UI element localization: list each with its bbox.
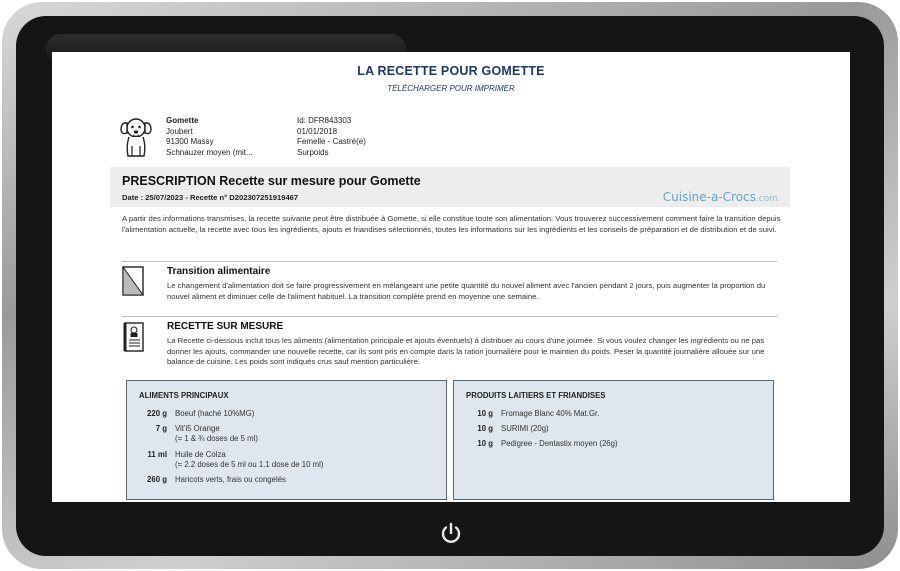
food-qty: 10 g [477, 424, 493, 434]
recipe-text: La Recette ci-dessous inclut tous les aliments (alimentation principale et ajouts éventuels) à distribuer au cours d'une journée. Si vous voulez changer les ingrédients ou ne pas donner les ajouts, commander une nouvelle recette, car ils sont pris en compte dans la ration journalière pour le maintien du poids. Peser la quantité journalière allouée sur une balance de cuisine. Les poids sont indiqués crus sauf mention particulière. [167, 336, 765, 367]
pet-info-left [166, 116, 253, 158]
food-item [127, 475, 446, 485]
pet-info-right [297, 116, 366, 158]
main-foods-heading: ALIMENTS PRINCIPAUX [139, 391, 229, 400]
screen [52, 52, 850, 502]
prescription-header [110, 167, 790, 207]
food-item [454, 424, 773, 434]
pet-location: 91300 Massy [166, 137, 214, 147]
food-name-wrap [175, 450, 323, 470]
main-foods-list [127, 409, 446, 490]
food-qty: 260 g [147, 475, 167, 485]
food-name: Fromage Blanc 40% Mat.Gr. [501, 409, 600, 418]
transition-title: Transition alimentaire [167, 266, 271, 277]
food-qty: 10 g [477, 439, 493, 449]
food-item [127, 424, 446, 444]
transition-text: Le changement d'alimentation doit se faire progressivement en mélangeant une petite quantité du nouvel aliment avec l'ancien pendant 2 jours, puis augmenter la proportion du nouvel aliment et diminuer celle de l'aliment habituel. La transition complète prend en moyenne une semaine. [167, 281, 766, 301]
pet-breed: Schnauzer moyen (mit... [166, 147, 253, 157]
brand-logo [663, 190, 778, 204]
food-item [454, 409, 773, 419]
pet-weight-status: Surpoids [297, 147, 329, 157]
food-item [127, 450, 446, 470]
food-name: SURIMI (20g) [501, 424, 549, 434]
food-name: Boeuf (haché 10%MG) [175, 409, 255, 418]
transition-icon [122, 266, 144, 296]
food-qty: 11 ml [147, 449, 167, 459]
food-qty: 10 g [477, 409, 493, 418]
food-item [454, 439, 773, 449]
food-name: Huile de Colza [175, 449, 226, 459]
dairy-treats-heading: PRODUITS LAITIERS ET FRIANDISES [466, 391, 606, 400]
brand-domain: .com [755, 194, 778, 204]
food-name: Haricots verts, frais ou congelés [175, 475, 286, 485]
pet-id: Id: DFR843303 [297, 116, 352, 125]
power-icon[interactable] [438, 521, 464, 547]
food-name: Vit'i5 Orange [175, 424, 220, 434]
food-note: (= 2.2 doses de 5 ml ou 1.1 dose de 10 ml) [175, 459, 324, 469]
dog-icon [118, 116, 154, 158]
food-name-wrap [175, 424, 258, 444]
food-item [127, 409, 446, 419]
food-qty: 220 g [147, 409, 167, 418]
prescription-title: PRESCRIPTION Recette sur mesure pour Gomette [122, 174, 421, 188]
main-foods-box [126, 380, 447, 500]
prescription-date: Date : 25/07/2023 - Recette n° D202307251919467 [122, 193, 299, 202]
prescription-intro: A partir des informations transmises, la recette suivante peut être distribuée à Gomette, si elle constitue toute son alimentation. Vous trouverez successivement comment faire la transition depuis l'alimentation actuelle, la recette avec tous les ingrédients, ajouts et friandises sélectionnés, toutes les informations sur les ingrédients et les conseils de préparation et de distribution et de suivi. [122, 214, 781, 234]
document-title: LA RECETTE POUR GOMETTE [357, 64, 545, 78]
food-note: (= 1 & ¾ doses de 5 ml) [175, 434, 258, 444]
brand-name: Cuisine-a-Crocs [662, 190, 756, 204]
pet-name: Gomette [166, 116, 199, 125]
pet-owner: Joubert [166, 126, 193, 136]
dairy-treats-box [453, 380, 774, 500]
section-divider [122, 261, 777, 262]
pet-birthdate: 01/01/2018 [297, 126, 338, 136]
pet-sex: Femelle - Castré(e) [297, 137, 366, 147]
recipe-book-icon [122, 322, 144, 352]
section-divider [122, 316, 777, 317]
print-download-link[interactable]: TÉLÉCHARGER POUR IMPRIMER [387, 84, 515, 93]
recipe-title: RECETTE SUR MESURE [167, 321, 284, 332]
food-qty: 7 g [155, 424, 167, 434]
food-name: Pedigree - Dentastix moyen (26g) [501, 439, 618, 449]
dairy-treats-list [454, 409, 773, 455]
